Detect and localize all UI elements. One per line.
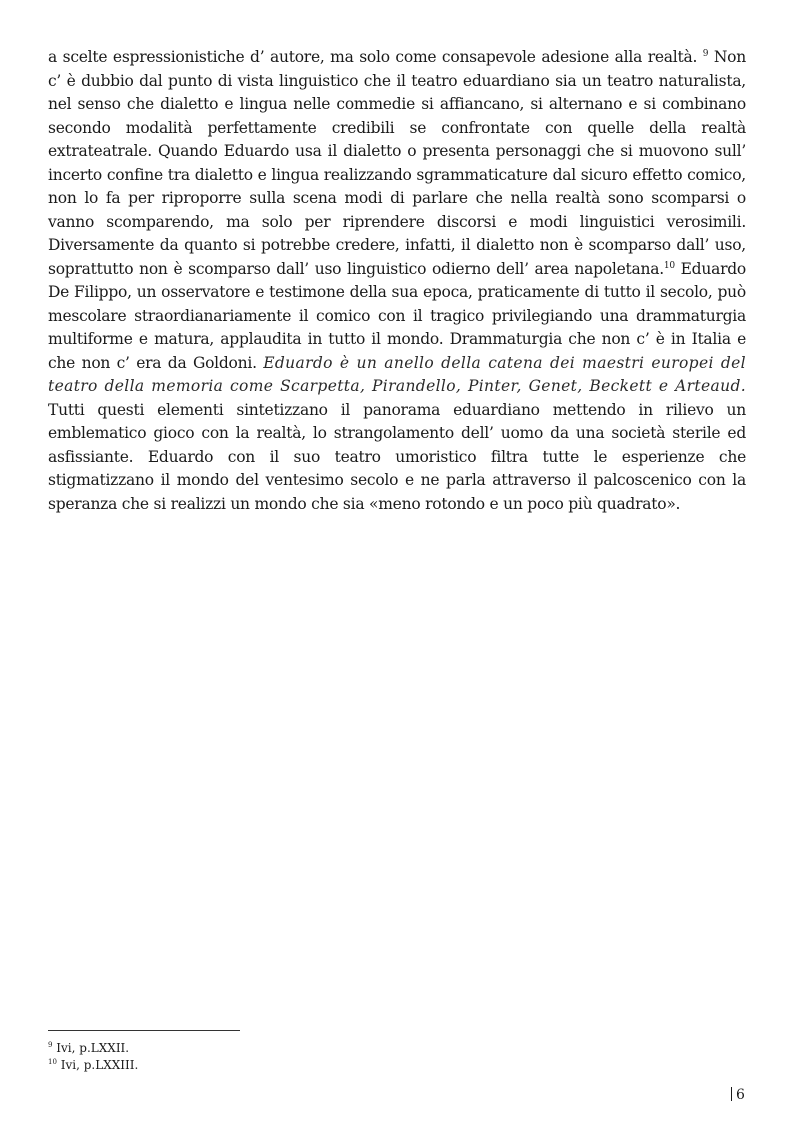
footnote-ref-9: 9 xyxy=(702,48,709,59)
footnote-text: Ivi, p.LXXII. xyxy=(52,1041,130,1055)
footnote-number: 10 xyxy=(48,1058,57,1066)
footnotes xyxy=(48,1040,138,1074)
footnote-10 xyxy=(48,1057,138,1074)
page-number-value: 6 xyxy=(736,1087,745,1103)
footnote-separator xyxy=(48,1030,240,1031)
footnote-number: 9 xyxy=(48,1041,53,1049)
footnote-9 xyxy=(48,1040,138,1057)
page-number-divider xyxy=(731,1087,732,1101)
page-number xyxy=(731,1087,745,1103)
italic-quote: Eduardo è un anello della catena dei maestri europei del teatro della memoria come Scarpetta, Pirandello, Pinter, Genet, Beckett e Arteaud. xyxy=(48,353,746,395)
body-text-segment: Eduardo De Filippo, un osservatore e testimone della sua epoca, praticamente di tutto il secolo, può mescolare straordianariamente il comico con il tragico privilegiando una drammaturgia multiforme e matura, applaudita in tutto il mondo. Drammaturgia che non c’ è in Italia e che non c’ era da Goldoni. xyxy=(48,259,746,372)
body-text-segment: a scelte espressionistiche d’ autore, ma solo come consapevole adesione alla realtà. xyxy=(48,48,703,66)
body-text-segment: Tutti questi elementi sintetizzano il panorama eduardiano mettendo in rilievo un emblematico gioco con la realtà, lo strangolamento dell’ uomo da una società sterile ed asfissiante. Eduardo con il suo teatro umoristico filtra tutte le esperienze che stigmatizzano il mondo del ventesimo secolo e ne parla attraverso il palcoscenico con la speranza che si realizzi un mondo che sia «meno rotondo e un poco più quadrato». xyxy=(48,400,746,513)
body-text-segment: Non c’ è dubbio dal punto di vista linguistico che il teatro eduardiano sia un teatro naturalista, nel senso che dialetto e lingua nelle commedie si affiancano, si alternano e si combinano secondo modalità perfettamente credibili se confrontate con quelle della realtà extrateatrale. Quando Eduardo usa il dialetto o presenta personaggi che si muovono sull’ incerto confine tra dialetto e lingua realizzando sgrammaticature dal sicuro effetto comico, non lo fa per riproporre sulla scena modi di parlare che nella realtà sono scomparsi o vanno scomparendo, ma solo per riprendere discorsi e modi linguistici verosimili. Diversamente da quanto si potrebbe credere, infatti, il dialetto non è scomparso dall’ uso, soprattutto non è scomparso dall’ uso linguistico odierno dell’ area napoletana. xyxy=(48,48,746,278)
footnote-ref-10: 10 xyxy=(663,260,675,271)
body-paragraph xyxy=(48,46,746,516)
footnote-text: Ivi, p.LXXIII. xyxy=(56,1058,139,1072)
